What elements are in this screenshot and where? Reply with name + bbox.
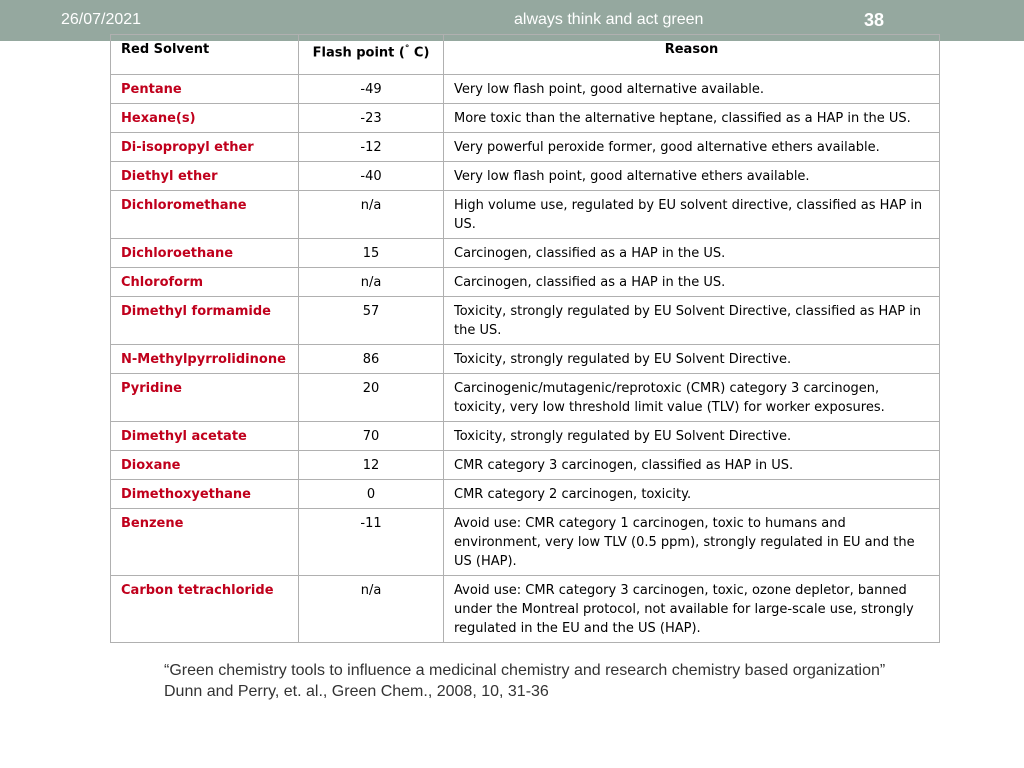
solvent-name: Diethyl ether [111,162,299,191]
page-number: 38 [864,10,885,30]
solvent-table-container [110,34,939,643]
reason-text: Very powerful peroxide former, good alternative ethers available. [444,133,940,162]
citation-reference: Dunn and Perry, et. al., Green Chem., 2008, 10, 31-36 [164,683,549,700]
table-row [111,576,940,643]
reason-text: Very low flash point, good alternative ethers available. [444,162,940,191]
table-row [111,268,940,297]
flash-point-value: 0 [299,480,444,509]
table-row [111,104,940,133]
table-header-row [111,35,940,75]
header-red-solvent: Red Solvent [111,35,299,75]
flash-point-value: -49 [299,75,444,104]
citation [164,660,964,702]
reason-text: Toxicity, strongly regulated by EU Solvent Directive. [444,345,940,374]
flash-point-value: 70 [299,422,444,451]
flash-point-value: 20 [299,374,444,422]
reason-text: Avoid use: CMR category 3 carcinogen, toxic, ozone depletor, banned under the Montreal protocol, not available for large-scale use, strongly regulated in the EU and the US (HAP). [444,576,940,643]
table-body [111,75,940,643]
flash-point-value: n/a [299,576,444,643]
reason-text: More toxic than the alternative heptane, classified as a HAP in the US. [444,104,940,133]
reason-text: Toxicity, strongly regulated by EU Solvent Directive. [444,422,940,451]
table-row [111,239,940,268]
flash-point-value: 86 [299,345,444,374]
reason-text: Very low flash point, good alternative available. [444,75,940,104]
flash-point-value: -12 [299,133,444,162]
flash-point-value: 57 [299,297,444,345]
table-row [111,480,940,509]
solvent-name: Carbon tetrachloride [111,576,299,643]
flash-point-value: 15 [299,239,444,268]
solvent-name: Di-isopropyl ether [111,133,299,162]
solvent-name: Pyridine [111,374,299,422]
solvent-name: Dimethyl acetate [111,422,299,451]
reason-text: CMR category 2 carcinogen, toxicity. [444,480,940,509]
header-flash-point-prefix: Flash point ( [312,45,405,61]
solvent-name: Dimethoxyethane [111,480,299,509]
reason-text: Carcinogenic/mutagenic/reprotoxic (CMR) category 3 carcinogen, toxicity, very low threshold limit value (TLV) for worker exposures. [444,374,940,422]
table-row [111,297,940,345]
flash-point-value: -40 [299,162,444,191]
solvent-table [110,34,940,643]
solvent-name: Dimethyl formamide [111,297,299,345]
header-title: always think and act green [514,11,704,28]
solvent-name: Dichloromethane [111,191,299,239]
solvent-name: Chloroform [111,268,299,297]
degree-symbol: ° [404,44,410,54]
solvent-name: Dichloroethane [111,239,299,268]
table-row [111,422,940,451]
table-row [111,345,940,374]
reason-text: Toxicity, strongly regulated by EU Solvent Directive, classified as HAP in the US. [444,297,940,345]
solvent-name: N-Methylpyrrolidinone [111,345,299,374]
table-row [111,75,940,104]
reason-text: Avoid use: CMR category 1 carcinogen, toxic to humans and environment, very low TLV (0.5 ppm), strongly regulated in EU and the US (HAP). [444,509,940,576]
table-row [111,133,940,162]
reason-text: Carcinogen, classified as a HAP in the US. [444,268,940,297]
header-date: 26/07/2021 [61,11,142,28]
table-row [111,374,940,422]
table-row [111,162,940,191]
solvent-name: Hexane(s) [111,104,299,133]
flash-point-value: n/a [299,268,444,297]
solvent-name: Benzene [111,509,299,576]
header-flash-point-suffix: C) [409,45,430,61]
flash-point-value: n/a [299,191,444,239]
citation-title: “Green chemistry tools to influence a medicinal chemistry and research chemistry based organization” [164,662,886,679]
flash-point-value: -11 [299,509,444,576]
flash-point-value: -23 [299,104,444,133]
reason-text: CMR category 3 carcinogen, classified as HAP in US. [444,451,940,480]
flash-point-value: 12 [299,451,444,480]
reason-text: High volume use, regulated by EU solvent directive, classified as HAP in US. [444,191,940,239]
reason-text: Carcinogen, classified as a HAP in the US. [444,239,940,268]
solvent-name: Pentane [111,75,299,104]
table-row [111,191,940,239]
header-reason: Reason [444,35,940,75]
table-row [111,451,940,480]
header-flash-point [299,35,444,75]
solvent-name: Dioxane [111,451,299,480]
table-row [111,509,940,576]
